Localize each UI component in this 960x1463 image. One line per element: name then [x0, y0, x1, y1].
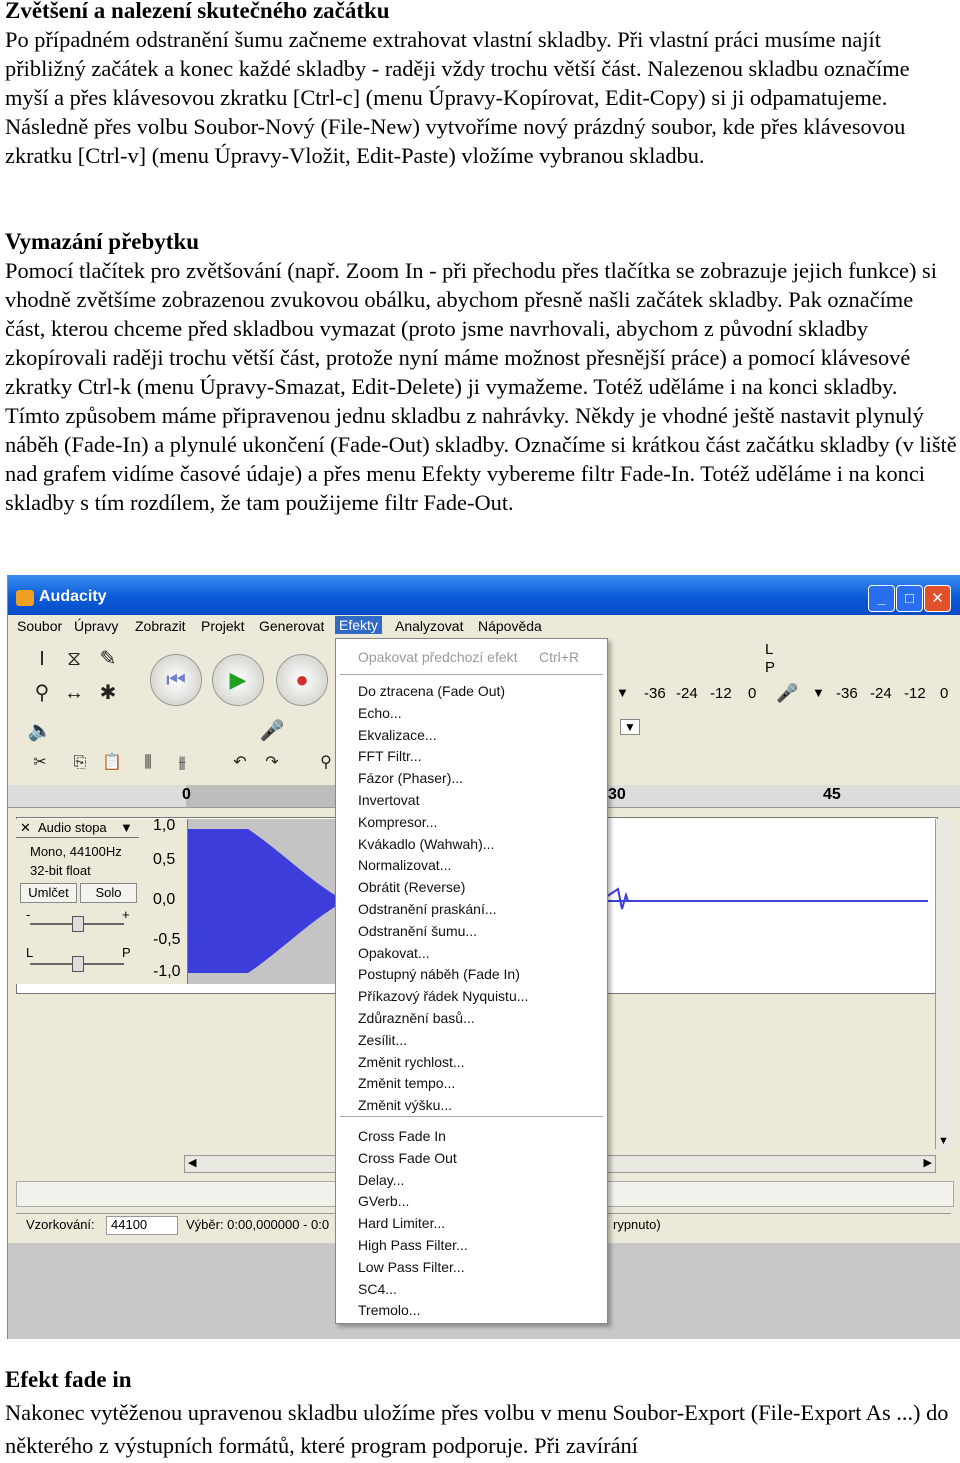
gain-plus-label: + — [122, 907, 130, 922]
menu-item-repeat-last[interactable]: Opakovat předchozí efekt — [358, 649, 518, 665]
scale-label: 0,0 — [153, 891, 176, 908]
microphone-icon: 🎤 — [259, 720, 285, 742]
track-name[interactable]: Audio stopa — [38, 820, 107, 835]
meter-tick: -36 — [836, 685, 858, 702]
meter-tick: -12 — [904, 685, 926, 702]
record-meter-dropdown-icon[interactable]: ▼ — [812, 685, 825, 700]
section-delete-excess — [5, 227, 957, 517]
effects-dropdown-menu — [335, 638, 608, 1324]
scroll-right-icon[interactable]: ▶ — [923, 1157, 932, 1169]
gain-slider-thumb[interactable] — [72, 916, 84, 932]
effects-menu-item[interactable]: Odstranění šumu... — [358, 922, 478, 939]
record-button[interactable]: ● — [276, 654, 328, 706]
trim-icon[interactable]: ⫼ — [144, 754, 152, 771]
draw-tool-icon[interactable]: ✎ — [99, 648, 117, 670]
paste-icon[interactable]: 📋 — [102, 754, 122, 771]
selection-readout: Výběr: 0:00,000000 - 0:0 — [186, 1217, 330, 1232]
track-bit-depth: 32-bit float — [30, 863, 91, 878]
scale-label: 1,0 — [153, 817, 176, 834]
effects-menu-item[interactable]: Cross Fade In — [358, 1128, 446, 1144]
maximize-button[interactable]: □ — [896, 585, 923, 612]
zoom-in-icon[interactable]: ⚲ — [320, 754, 332, 771]
menu-generovat[interactable]: Generovat — [259, 618, 325, 634]
audacity-screenshot — [7, 575, 960, 1339]
menu-efekty[interactable]: Efekty — [335, 616, 382, 634]
effects-menu-item[interactable]: GVerb... — [358, 1193, 410, 1210]
effects-menu-item[interactable]: Invertovat — [358, 792, 420, 808]
heading-fade-in: Efekt fade in — [5, 1367, 132, 1392]
window-title: Audacity — [39, 588, 107, 605]
track-menu-chevron-down-icon[interactable]: ▼ — [120, 820, 133, 835]
effects-menu-item[interactable]: Low Pass Filter... — [358, 1258, 465, 1275]
shortcut-ctrl-r: Ctrl+R — [539, 649, 580, 665]
effects-menu-item[interactable]: Obrátit (Reverse) — [358, 879, 466, 896]
effects-menu-item[interactable]: Změnit rychlost... — [358, 1053, 465, 1070]
menu-analyzovat[interactable]: Analyzovat — [395, 618, 464, 634]
timeshift-tool-icon[interactable]: ↔ — [64, 682, 84, 704]
menu-projekt[interactable]: Projekt — [201, 618, 245, 634]
ruler-tick: 30 — [608, 786, 626, 803]
record-meter-mic-icon[interactable]: 🎤 — [776, 683, 799, 703]
effects-menu-item[interactable]: Opakovat... — [358, 944, 430, 961]
scroll-left-icon[interactable]: ◀ — [188, 1157, 197, 1169]
effects-menu-item[interactable]: Zdůraznění basů... — [358, 1010, 475, 1026]
undo-icon[interactable]: ↶ — [233, 754, 247, 771]
meter-tick: -24 — [676, 685, 698, 702]
paragraph-zoom: Po případném odstranění šumu začneme extrahovat vlastní skladby. Při vlastní práci musíme najít přibližný začátek a konec každé skladby - raději vždy trochu větší část. Nalezenou skladbu označíme myší a přes klávesovou zkratku [Ctrl-c] (menu Úpravy-Kopírovat, Edit-Copy) si ji odpamatujeme. Následně přes volbu Soubor-Nový (File-New) vytvoříme nový prázdný soubor, kde přes klávesovou zkratku [Ctrl-v] (menu Úpravy-Vložit, Edit-Paste) vložíme vybranou skladbu. — [5, 27, 910, 168]
close-button[interactable]: ✕ — [924, 585, 951, 612]
menu-zobrazit[interactable]: Zobrazit — [135, 618, 186, 634]
ruler-tick: 0 — [182, 786, 191, 803]
menu-separator — [340, 674, 603, 675]
envelope-tool-icon[interactable]: ⧖ — [66, 648, 82, 670]
effects-menu-item[interactable]: Postupný náběh (Fade In) — [358, 966, 520, 983]
track-format: Mono, 44100Hz — [30, 844, 122, 859]
silence-icon[interactable]: ⫵ — [178, 754, 186, 771]
menu-upravy[interactable]: Úpravy — [74, 618, 119, 634]
track-name-bar[interactable] — [16, 819, 139, 838]
paragraph-export: Nakonec vytěženou upravenou skladbu uložíme přes volbu v menu Soubor-Export (File-Export As ...) do některého z výstupních formátů, které program podporuje. Při zavírání — [5, 1400, 949, 1458]
effects-menu-item[interactable]: Hard Limiter... — [358, 1215, 446, 1232]
effects-menu-item[interactable]: Zesílit... — [358, 1031, 408, 1048]
volume-icon: 🔈 — [27, 720, 53, 742]
effects-menu-item[interactable]: Změnit výšku... — [358, 1097, 453, 1114]
menu-napoveda[interactable]: Nápověda — [478, 618, 542, 634]
skip-start-button[interactable]: ⏮ — [150, 654, 202, 706]
play-button[interactable]: ▶ — [212, 654, 264, 706]
effects-menu-item[interactable]: High Pass Filter... — [358, 1237, 468, 1253]
meter-tick: 0 — [940, 685, 949, 702]
sample-rate-label: Vzorkování: — [26, 1217, 95, 1232]
vertical-scrollbar[interactable] — [935, 819, 953, 1149]
gain-minus-label: - — [26, 907, 31, 922]
input-source-dropdown-icon[interactable]: ▼ — [620, 719, 640, 735]
title-bar — [8, 575, 960, 620]
amplitude-scale — [139, 819, 188, 984]
effects-menu-item[interactable]: Delay... — [358, 1171, 405, 1188]
pan-right-label: P — [122, 945, 131, 960]
effects-menu-item[interactable]: Kompresor... — [358, 813, 438, 830]
status-tail: rypnuto) — [613, 1217, 661, 1232]
menu-bar — [8, 615, 960, 639]
pan-slider-thumb[interactable] — [72, 956, 84, 972]
meter-dropdown-icon[interactable]: ▼ — [616, 685, 629, 700]
track-control-panel — [16, 819, 140, 984]
selection-tool-icon[interactable]: I — [39, 648, 45, 670]
heading-delete-excess: Vymazání přebytku — [5, 229, 200, 254]
audacity-app-icon — [16, 590, 34, 606]
meter-right-label: P — [765, 659, 776, 676]
paragraph-delete-excess: Pomocí tlačítek pro zvětšování (např. Zoom In - při přechodu přes tlačítka se zobrazuje jejich funkce) si vhodně zvětšíme zobrazenou zvukovou obálku, abychom přesně našli začátek skladby. Pak označíme část, kterou chceme před skladbou vymazat (proto jsme navrhovali, abychom z původní skladby zkopírovali raději trochu větší část, protože nyní máme možnost přesnější práce) a pomocí klávesové zkratky Ctrl-k (menu Úpravy-Smazat, Edit-Delete) ji vymažeme. Totéž uděláme i na konci skladby. — [5, 258, 937, 399]
meter-tick: -24 — [870, 685, 892, 702]
effects-menu-item[interactable]: Odstranění praskání... — [358, 901, 497, 917]
effects-menu-item[interactable]: Do ztracena (Fade Out) — [358, 683, 506, 699]
effects-menu-item[interactable]: Kvákadlo (Wahwah)... — [358, 835, 495, 852]
minimize-button[interactable]: _ — [868, 585, 895, 612]
scale-label: -1,0 — [153, 963, 181, 980]
section-zoom — [5, 0, 957, 170]
pan-left-label: L — [26, 945, 34, 960]
zoom-tool-icon[interactable]: ⚲ — [34, 682, 50, 704]
heading-zoom: Zvětšení a nalezení skutečného začátku — [5, 0, 390, 23]
effects-menu-item[interactable]: Příkazový řádek Nyquistu... — [358, 988, 529, 1005]
menu-separator — [340, 1116, 603, 1117]
meter-left-label: L — [765, 641, 774, 658]
scale-label: 0,5 — [153, 851, 176, 868]
effects-menu-item[interactable]: Fázor (Phaser)... — [358, 770, 464, 787]
sample-rate-value: 44100 — [111, 1217, 148, 1232]
menu-soubor[interactable]: Soubor — [17, 618, 63, 634]
redo-icon[interactable]: ↷ — [265, 754, 279, 771]
meter-tick: 0 — [748, 685, 757, 702]
multi-tool-icon[interactable]: ✱ — [99, 682, 117, 704]
effects-menu-item[interactable]: Normalizovat... — [358, 857, 452, 874]
ruler-tick: 45 — [823, 786, 841, 803]
sample-rate-field[interactable] — [106, 1216, 178, 1235]
mute-button[interactable]: Umlčet — [20, 883, 77, 903]
effects-menu-item[interactable]: Cross Fade Out — [358, 1149, 457, 1166]
track-close-icon[interactable]: ✕ — [20, 820, 31, 835]
cut-icon[interactable]: ✂ — [33, 754, 47, 771]
scale-label: -0,5 — [153, 931, 181, 948]
section-fade-in — [5, 1363, 957, 1462]
effects-menu-item[interactable]: Ekvalizace... — [358, 726, 437, 743]
meter-tick: -12 — [710, 685, 732, 702]
scroll-down-icon[interactable]: ▼ — [938, 1135, 949, 1147]
solo-button[interactable]: Solo — [80, 883, 137, 903]
effects-menu-item[interactable]: Změnit tempo... — [358, 1075, 456, 1092]
copy-icon[interactable]: ⎘ — [73, 754, 87, 771]
effects-menu-item[interactable]: SC4... — [358, 1280, 397, 1297]
paragraph-fade: Tímto způsobem máme připravenou jednu skladbu z nahrávky. Někdy je vhodné ještě nastavit plynulý náběh (Fade-In) a plynulé ukončení (Fade-Out) skladby. Označíme si krátkou část začátku skladby (v liště nad grafem vidíme časové údaje) a přes menu Efekty vybereme filtr Fade-In. Totéž uděláme i na konci skladby s tím rozdílem, že tam použijeme filtr Fade-Out. — [5, 403, 957, 515]
meter-tick: -36 — [644, 685, 666, 702]
effects-menu-item[interactable]: Tremolo... — [358, 1302, 421, 1319]
effects-menu-item[interactable]: Echo... — [358, 704, 402, 721]
effects-menu-item[interactable]: FFT Filtr... — [358, 748, 422, 765]
